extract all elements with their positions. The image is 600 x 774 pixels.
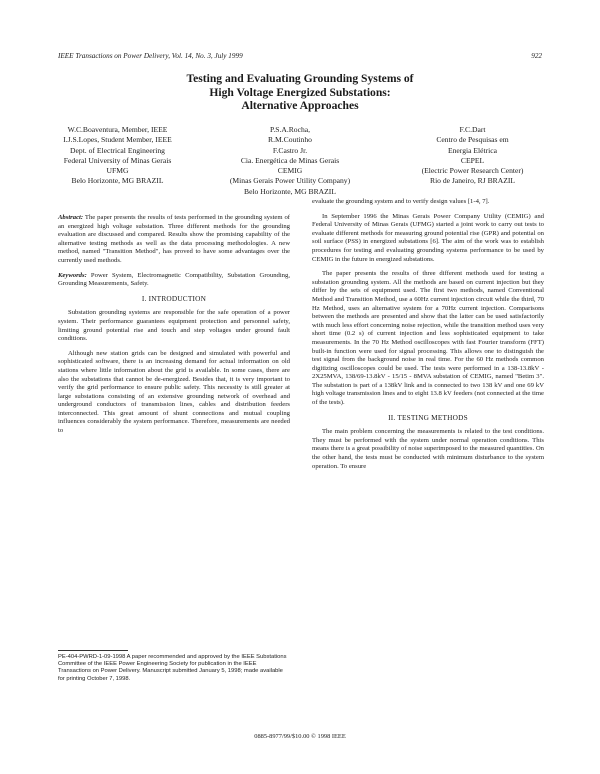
keywords-text: Power System, Electromagnetic Compatibility, Substation Grounding, Grounding Measurements, Safety. <box>58 271 290 288</box>
keywords-label: Keywords: <box>58 271 87 279</box>
page-number: 922 <box>531 52 542 60</box>
paragraph-continuation: evaluate the grounding system and to verify design values [1-4, 7]. <box>312 198 490 205</box>
abstract <box>58 214 290 266</box>
journal-citation: IEEE Transactions on Power Delivery, Vol. 14, No. 3, July 1999 <box>58 52 243 60</box>
footnote-rule <box>58 650 128 651</box>
footnote: PE-404-PWRD-1-09-1998 A paper recommended and approved by the IEEE Substations Committee of the IEEE Power Engineering Society for publication in the IEEE Transactions on Power Delivery. Manuscript submitted January 5, 1998; made available for printing October 7, 1998. <box>58 654 287 682</box>
paragraph-methods-overview: The paper presents the results of three different methods used for testing a substation grounding system. All the methods are based on current injection but they differ by the sets of equipment used. The first two methods, named Conventional Method and Transition Method, use a 60Hz current injection circuit while the third, 70 Hz Method, uses an alternative system for a 70Hz current injection. Comparisons between the methods are presented and show that the latter can be used satisfactorily with much less effort concerning noise rejection, while the transition method uses very short time (0.2 s) of current injection and less sophisticated equipment to take measurements. In the 70 Hz Method oscilloscopes with fast Fourier transform (FFT) built-in function were used for signal processing. This allows one to distinguish the test signal from the background noise in real time. For the 60 Hz methods common digitizing oscilloscopes could be used. The tests were performed in a 138-13.8kV - 2X25MVA, 138/69-13.8kV - 15/15 - 8MVA substation of CEMIG, named "Betim 3". The substation is part of a 138kV link and is connected to two 138 kV and one 69 kV high voltage transmission lines and to eight 13.8 kV feeders (not connected at the time of the tests). <box>312 270 544 407</box>
author-line: I.J.S.Lopes, Student Member, IEEE <box>63 135 172 145</box>
abstract-label: Abstract: <box>58 214 84 221</box>
affiliation-line: Federal University of Minas Gerais <box>63 155 172 165</box>
title-line-2: High Voltage Energized Substations: <box>209 85 391 99</box>
author-line: F.C.Dart <box>459 125 486 134</box>
affiliation-line: CEMIG <box>277 166 303 176</box>
author-line: R.M.Coutinho <box>268 135 312 145</box>
paragraph-testing-methods: The main problem concerning the measurements is related to the test conditions. They must be performed with the system under normal operation conditions. This means there is a great possibility of noise superimposed to the measured quantities. On the other hand, the tests must be conducted with minimum disturbance to the system operation. To ensure <box>312 428 544 470</box>
affiliation-line: Rio de Janeiro, RJ BRAZIL <box>430 176 515 186</box>
author-line: F.Castro Jr. <box>272 145 308 155</box>
intro-paragraph-1: Substation grounding systems are responsible for the safe operation of a power system. Their performance guarantees equipment protection and personnel safety, limiting ground potential rise and touch and step voltages under ground fault conditions. <box>58 309 290 343</box>
affiliation-line: Belo Horizonte, MG BRAZIL <box>71 176 164 186</box>
title-line-1: Testing and Evaluating Grounding Systems of <box>186 72 414 85</box>
paper-title <box>60 72 540 113</box>
intro-paragraph-2: Although new station grids can be designed and simulated with powerful and sophisticated software, there is an increasing demand for actual information on old stations where little information about the grid is available. In some cases, there are also the substations that cannot be de-energized. Besides that, it is very important to verify the grid performance to ensure public safety. This necessity is still greater at large substations consisting of an extensive grounding network of overhead and underground conductors of transmission lines, cables and distribution feeders interconnected. This great amount of shunt connections and mutual coupling influences considerably the system performance. Therefore, measurements are needed to <box>58 349 290 435</box>
running-header <box>58 52 542 60</box>
left-column <box>58 214 290 442</box>
abstract-text: The paper presents the results of tests performed in the grounding system of an energized high voltage substation. Three different methods for the grounding evaluation are discussed and compared. Results show the promising capability of the alternative testing methods as well as the data processing methodologies. A new method, named "Transition Method", has proved to have some advantages over the currently used methods. <box>58 214 290 264</box>
keywords <box>58 272 290 289</box>
author-line: P.S.A.Rocha, <box>269 125 311 134</box>
affiliation-line: Centro de Pesquisas em <box>436 135 509 145</box>
copyright-footer: 0885-8977/99/$10.00 © 1998 IEEE <box>254 733 346 740</box>
title-line-3: Alternative Approaches <box>241 99 359 113</box>
section-heading-testing-methods: II. TESTING METHODS <box>388 412 468 422</box>
author-column-ufmg <box>40 125 195 187</box>
section-heading-introduction: I. INTRODUCTION <box>141 293 207 303</box>
author-line: W.C.Boaventura, Member, IEEE <box>67 125 168 134</box>
affiliation-line: Cia. Energética de Minas Gerais <box>240 155 340 165</box>
paragraph-background: In September 1996 the Minas Gerais Power Company Utility (CEMIG) and Federal University of Minas Gerais (UFMG) started a joint work to carry out tests to evaluate different methods for measuring ground potential rise (GPR) and potential on soil surface (PSS) in energized substations [6]. The aim of the work was to establish procedures for testing and evaluating grounding systems performance to be used by CEMIG in the future in energized substations. <box>312 212 544 263</box>
affiliation-line: Belo Horizonte, MG BRAZIL <box>244 186 336 196</box>
affiliation-line: Dept. of Electrical Engineering <box>70 145 165 155</box>
author-column-cepel <box>385 125 560 187</box>
affiliation-line: CEPEL <box>460 155 485 165</box>
affiliation-line: (Electric Power Research Center) <box>421 166 524 176</box>
right-column <box>312 198 544 477</box>
author-column-cemig <box>205 125 375 197</box>
affiliation-line: (Minas Gerais Power Utility Company) <box>229 176 351 186</box>
affiliation-line: Energia Elétrica <box>448 145 497 155</box>
affiliation-line: UFMG <box>106 166 129 176</box>
